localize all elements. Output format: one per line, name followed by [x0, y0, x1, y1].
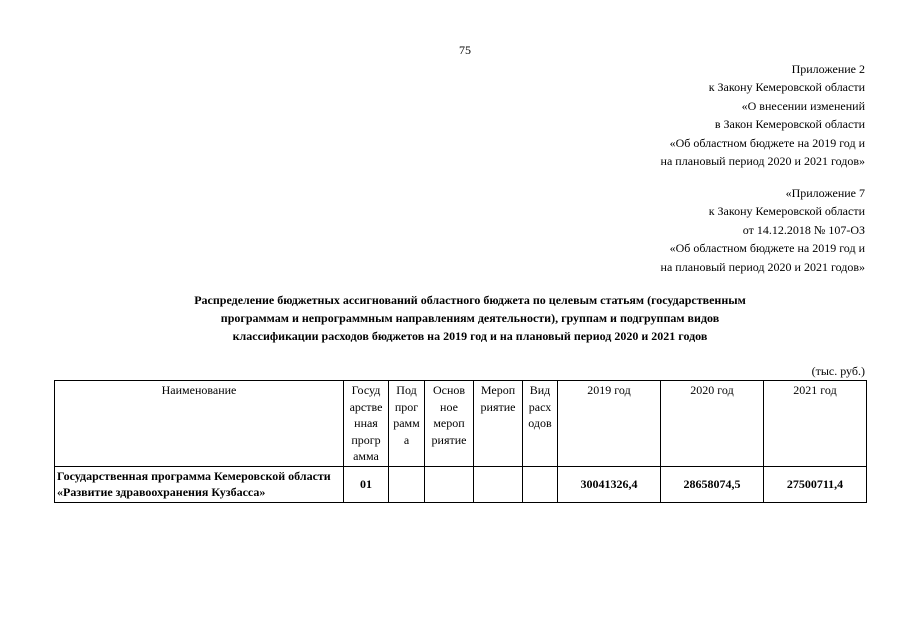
header-main-activity: Основ ное мероп риятие	[425, 381, 474, 467]
budget-table	[54, 380, 867, 503]
row-program-code: 01	[344, 466, 389, 502]
appendix-7-line: «Приложение 7	[785, 186, 865, 200]
appendix-7-line: к Закону Кемеровской области	[708, 204, 865, 219]
document-title-line: программам и непрограммным направлениям деятельности), группам и подгруппам видов	[220, 311, 720, 325]
header-expense-type: Вид расх одов	[523, 381, 558, 467]
row-amount-2020: 28658074,5	[661, 466, 764, 502]
appendix-2-line: к Закону Кемеровской области	[708, 80, 865, 95]
appendix-7-header	[661, 184, 865, 276]
appendix-2-line: на плановый период 2020 и 2021 годов»	[660, 154, 865, 169]
row-expense-type-code	[523, 466, 558, 502]
row-name: Государственная программа Кемеровской области «Развитие здравоохранения Кузбасса»	[55, 466, 344, 502]
appendix-2-line: «О внесении изменений	[741, 98, 865, 113]
header-activity: Мероп риятие	[474, 381, 523, 467]
row-amount-2019: 30041326,4	[558, 466, 661, 502]
table-header-row	[55, 381, 867, 467]
row-amount-2021: 27500711,4	[764, 466, 867, 502]
header-2020: 2020 год	[661, 381, 764, 467]
appendix-2-line: Приложение 2	[791, 62, 865, 76]
document-title-line: классификации расходов бюджетов на 2019 год и на плановый период 2020 и 2021 годов	[232, 329, 708, 343]
header-subprogram: Под прог рамм а	[389, 381, 425, 467]
units-label: (тыс. руб.)	[811, 364, 865, 378]
header-program: Госуд арстве нная прогр амма	[344, 381, 389, 467]
appendix-2-line: «Об областном бюджете на 2019 год и	[669, 135, 865, 150]
appendix-2-line: в Закон Кемеровской области	[714, 117, 865, 132]
table-row	[55, 466, 867, 502]
appendix-7-line: от 14.12.2018 № 107-ОЗ	[742, 222, 865, 237]
document-title-line: Распределение бюджетных ассигнований областного бюджета по целевым статьям (государственным	[194, 293, 746, 307]
row-activity-code	[474, 466, 523, 502]
page-number: 75	[459, 43, 471, 57]
header-2021: 2021 год	[764, 381, 867, 467]
header-2019: 2019 год	[558, 381, 661, 467]
document-title	[120, 291, 820, 345]
row-subprogram-code	[389, 466, 425, 502]
appendix-7-line: на плановый период 2020 и 2021 годов»	[660, 259, 865, 274]
row-main-activity-code	[425, 466, 474, 502]
appendix-2-header	[661, 60, 865, 170]
appendix-7-line: «Об областном бюджете на 2019 год и	[669, 241, 865, 256]
header-name: Наименование	[55, 381, 344, 467]
